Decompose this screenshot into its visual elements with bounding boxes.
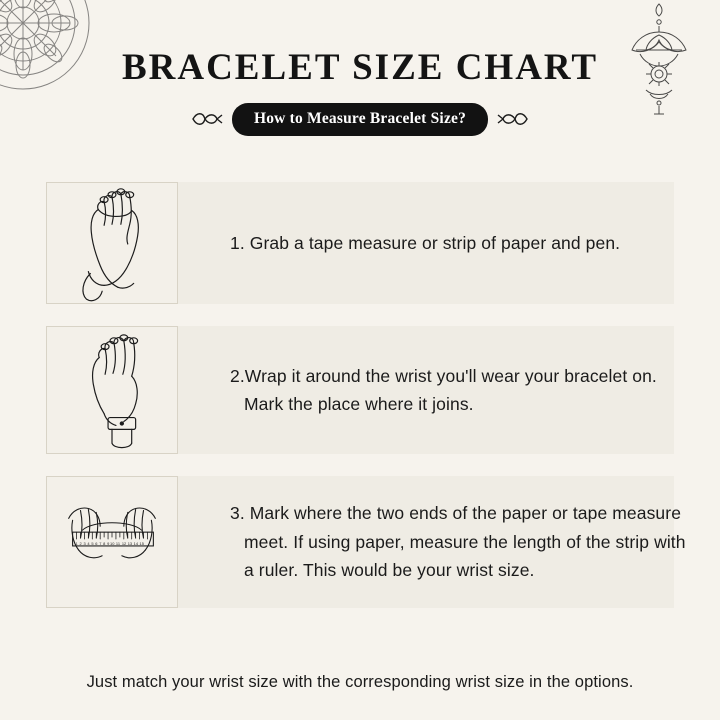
hand-with-tape-illustration bbox=[46, 326, 178, 454]
step-item bbox=[0, 182, 720, 304]
svg-text:13: 13 bbox=[127, 540, 133, 546]
svg-text:11: 11 bbox=[115, 540, 121, 546]
flourish-right-icon bbox=[497, 108, 529, 130]
step-text-value: 3. Mark where the two ends of the paper or tape measure meet. If using paper, measure the length of the strip with a ruler. This would be your wrist size. bbox=[230, 503, 686, 581]
svg-text:8: 8 bbox=[103, 540, 106, 546]
steps-list bbox=[0, 182, 720, 630]
hands-with-ruler-illustration bbox=[46, 476, 178, 608]
flourish-left-icon bbox=[191, 108, 223, 130]
svg-text:4: 4 bbox=[87, 540, 90, 546]
svg-text:10: 10 bbox=[110, 540, 115, 546]
svg-text:12: 12 bbox=[121, 540, 127, 546]
fist-hand-illustration bbox=[46, 182, 178, 304]
svg-text:1: 1 bbox=[75, 540, 78, 546]
step-text-value: 2.Wrap it around the wrist you'll wear your bracelet on. Mark the place where it joins. bbox=[230, 365, 657, 414]
svg-text:2: 2 bbox=[79, 540, 82, 546]
step-text bbox=[178, 182, 720, 304]
step-item bbox=[0, 476, 720, 608]
page-title: BRACELET SIZE CHART bbox=[121, 47, 599, 88]
page-header bbox=[0, 48, 720, 136]
subtitle-row bbox=[0, 103, 720, 136]
svg-text:9: 9 bbox=[107, 540, 110, 546]
svg-text:7: 7 bbox=[99, 540, 102, 546]
svg-text:14: 14 bbox=[133, 540, 139, 546]
step-item bbox=[0, 326, 720, 454]
subtitle-pill: How to Measure Bracelet Size? bbox=[232, 103, 488, 136]
step-text bbox=[178, 476, 720, 608]
svg-text:5: 5 bbox=[91, 540, 94, 546]
step-text-value: 1. Grab a tape measure or strip of paper and pen. bbox=[230, 232, 621, 253]
svg-text:6: 6 bbox=[95, 540, 98, 546]
footer-note: Just match your wrist size with the corresponding wrist size in the options. bbox=[86, 673, 634, 691]
svg-text:3: 3 bbox=[83, 540, 86, 546]
step-text bbox=[178, 326, 720, 454]
svg-text:15: 15 bbox=[139, 540, 144, 546]
